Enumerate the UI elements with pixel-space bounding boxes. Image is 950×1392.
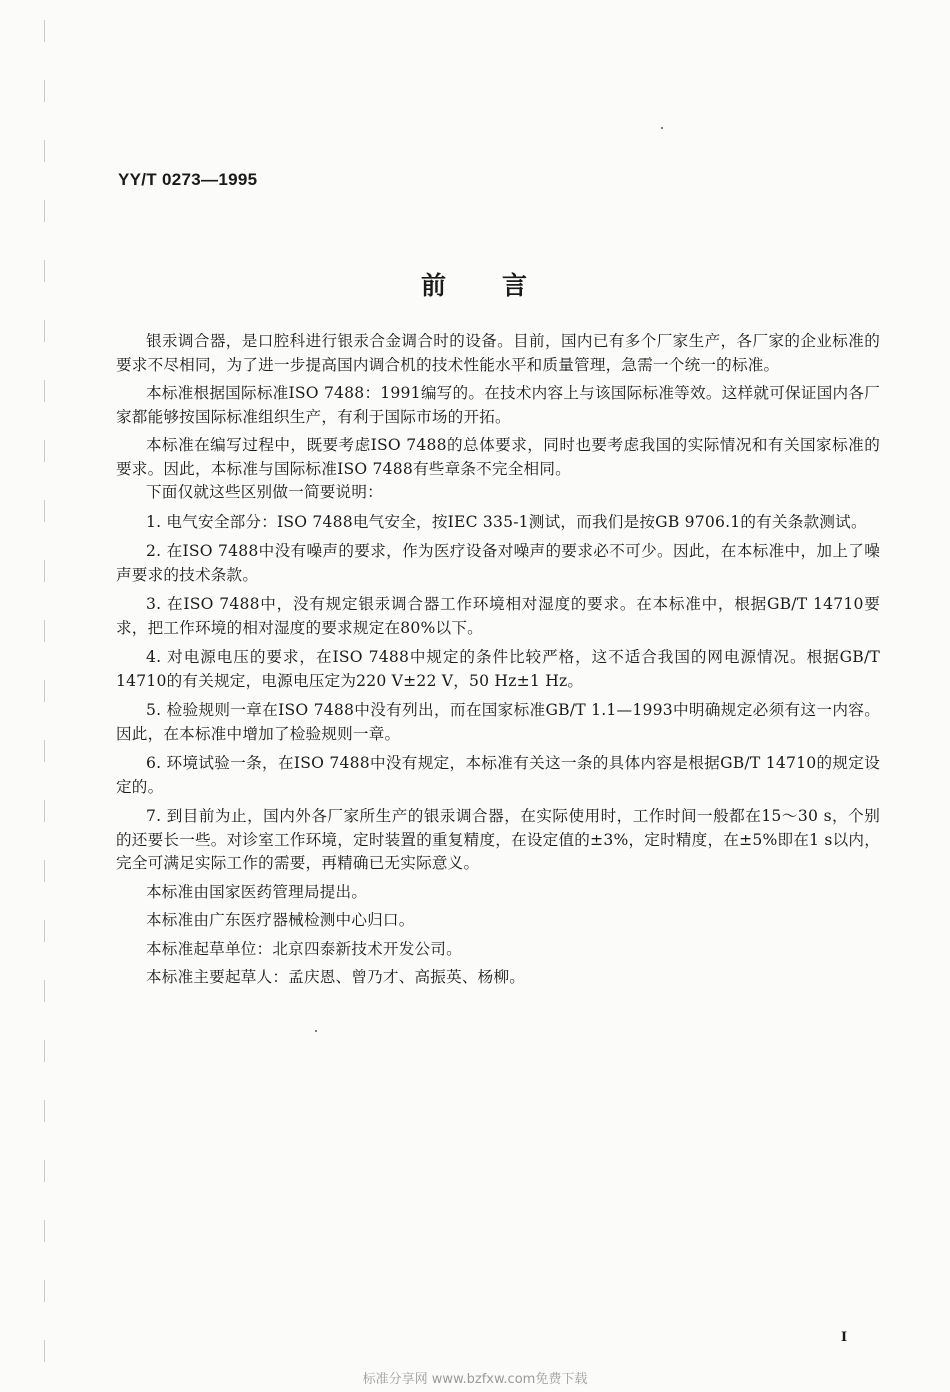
title-char-2: 言 [502, 271, 530, 300]
watermark-text: 标准分享网 www.bzfxw.com免费下载 [362, 1372, 588, 1387]
scan-speck [315, 1030, 317, 1032]
paragraph-drafters: 本标准主要起草人：孟庆恩、曾乃才、高振英、杨柳。 [146, 968, 526, 986]
paragraph-item-2: 2. 在ISO 7488中没有噪声的要求，作为医疗设备对噪声的要求必不可少。因此，在本标准中，加上了噪声要求的技术条款。 [116, 542, 880, 584]
scan-edge-line [44, 20, 45, 1370]
page-number: I [841, 1330, 848, 1345]
paragraph-item-5: 5. 检验规则一章在ISO 7488中没有列出，而在国家标准GB/T 1.1—1993中明确规定必须有这一内容。因此，在本标准中增加了检验规则一章。 [116, 701, 880, 743]
paragraph-basis: 本标准根据国际标准ISO 7488：1991编写的。在技术内容上与该国际标准等效。这样就可保证国内各厂家都能够按国际标准组织生产，有利于国际市场的开拓。 [116, 384, 880, 426]
title-char-1: 前 [420, 271, 448, 300]
standard-code: YY/T 0273—1995 [118, 170, 258, 189]
paragraph-drafting-unit: 本标准起草单位：北京四泰新技术开发公司。 [146, 939, 462, 958]
paragraph-lead-in: 下面仅就这些区别做一简要说明： [146, 483, 383, 501]
page-title [0, 266, 950, 302]
paragraph-item-1: 1. 电气安全部分：ISO 7488电气安全，按IEC 335-1测试，而我们是按GB 9706.1的有关条款测试。 [146, 512, 867, 531]
paragraph-item-7: 7. 到目前为止，国内外各厂家所生产的银汞调合器，在实际使用时，工作时间一般都在15～30 s，个别的还要长一些。对诊室工作环境，定时装置的重复精度，在设定值的±3%，定时精度，在±5%即在1 s以内，完全可满足实际工作的需要，再精确已无实际意义。 [116, 807, 880, 872]
preface-body [116, 330, 880, 990]
paragraph-differences: 本标准在编写过程中，既要考虑ISO 7488的总体要求，同时也要考虑我国的实际情况和有关国家标准的要求。因此，本标准与国际标准ISO 7488有些章条不完全相同。 [116, 436, 880, 478]
paragraph-intro: 银汞调合器，是口腔科进行银汞合金调合时的设备。目前，国内已有多个厂家生产，各厂家的企业标准的要求不尽相同，为了进一步提高国内调合机的技术性能水平和质量管理，急需一个统一的标准。 [116, 332, 880, 374]
paragraph-item-6: 6. 环境试验一条，在ISO 7488中没有规定，本标准有关这一条的具体内容是根据GB/T 14710的规定设定的。 [116, 754, 880, 796]
paragraph-item-3: 3. 在ISO 7488中，没有规定银汞调合器工作环境相对湿度的要求。在本标准中，根据GB/T 14710要求，把工作环境的相对湿度的要求规定在80%以下。 [116, 595, 880, 637]
scan-speck [661, 127, 663, 129]
paragraph-proposer: 本标准由国家医药管理局提出。 [146, 882, 368, 901]
paragraph-item-4: 4. 对电源电压的要求，在ISO 7488中规定的条件比较严格，这不适合我国的网电源情况。根据GB/T 14710的有关规定，电源电压定为220 V±22 V，50 Hz±1 Hz。 [116, 648, 880, 690]
paragraph-centralized-by: 本标准由广东医疗器械检测中心归口。 [146, 911, 415, 929]
